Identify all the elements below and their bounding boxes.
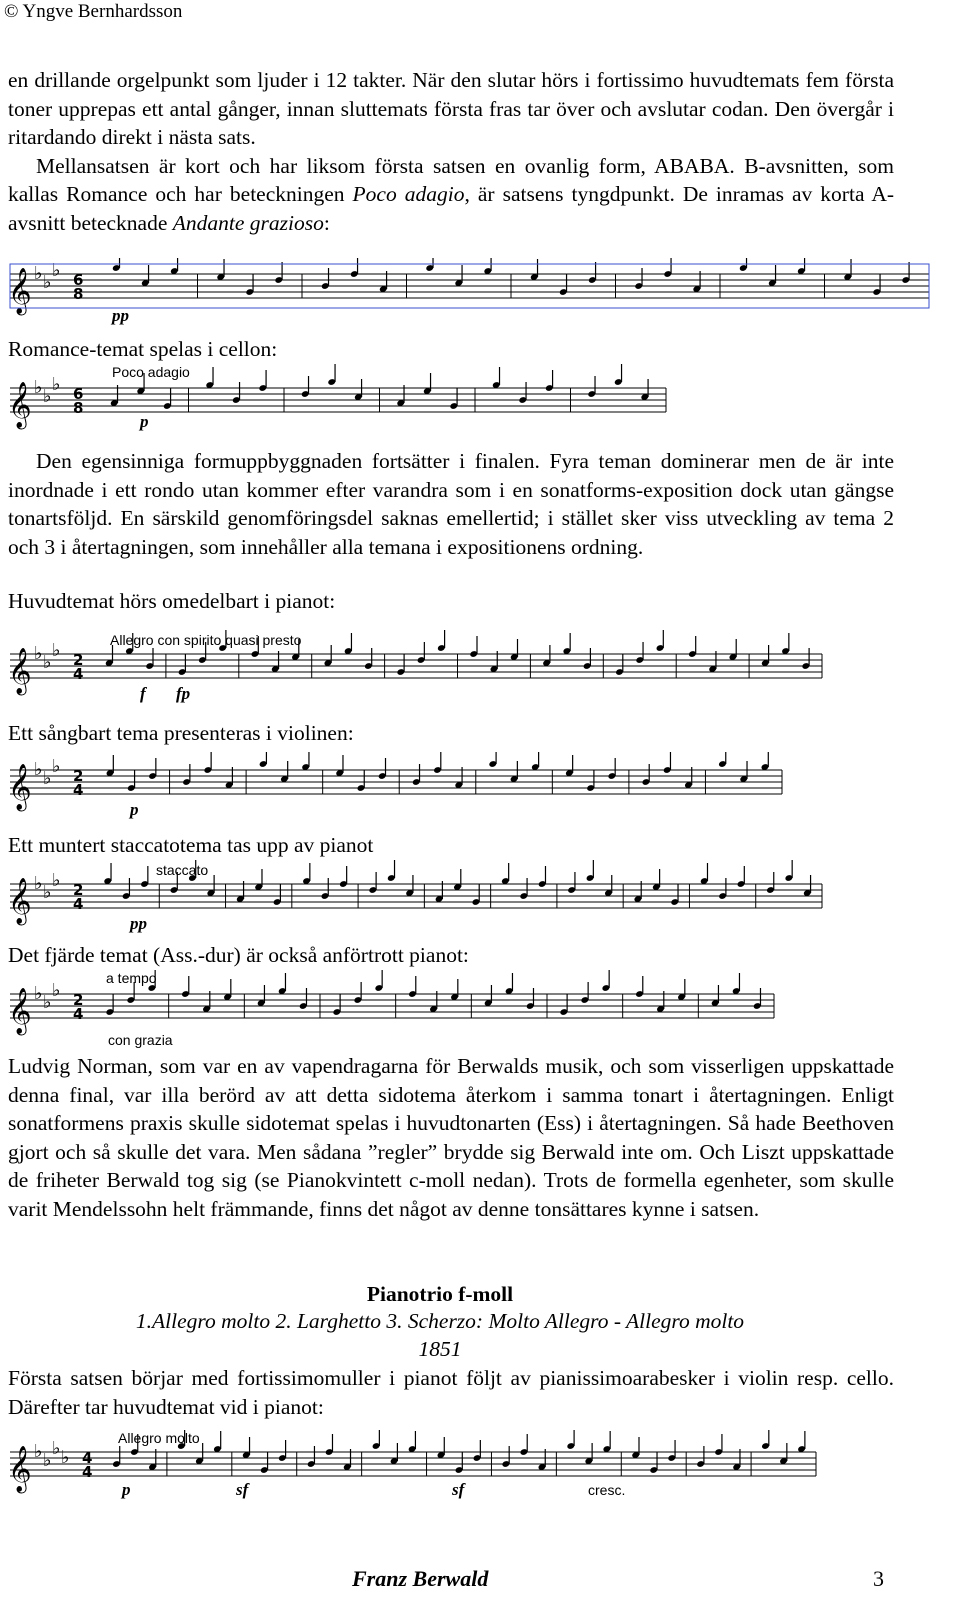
time-signature-top: 6	[73, 271, 84, 289]
time-signature-top: 2	[73, 767, 84, 785]
flat-icon: ♭	[43, 652, 52, 673]
caption-sangbart: Ett sångbart tema presenteras i violinen:	[8, 721, 354, 745]
flat-icon: ♭	[43, 272, 52, 293]
dynamic-marking: p	[130, 800, 139, 819]
time-signature-bottom: 4	[73, 1005, 84, 1023]
treble-clef-icon: 𝄞	[8, 268, 32, 314]
flat-icon: ♭	[52, 870, 61, 891]
treble-clef-icon: 𝄞	[8, 648, 32, 694]
treble-clef-icon: 𝄞	[8, 1446, 32, 1492]
paragraph-codan: en drillande orgelpunkt som ljuder i 12 takter. När den slutar hörs i fortissimo huvudtemats fem första toner upprepas ett antal gånger, innan sluttemats första fras tar över och avslutar codan. Den övergår i ritardando direkt i nästa sats.	[8, 68, 894, 150]
paragraph-finalen: Den egensinniga formuppbyggnaden fortsätter i finalen. Fyra teman dominerar men de är inte inordnade i ett rondo utan kommer efter varandra som i en sonatforms-exposition dock utan gängse tonartsföljd. En särskild genomföringsdel saknas emellertid; i stället sker viss utveckling av tema 2 och 3 i återtagningen, som innehåller alla temana i expositionens ordning.	[8, 449, 894, 559]
expression-marking: con grazia	[108, 1032, 173, 1048]
tempo-marking: Allegro con spirito quasi presto	[110, 632, 302, 648]
dynamic-marking: pp	[112, 306, 129, 325]
flat-icon: ♭	[34, 377, 43, 398]
caption-muntert: Ett muntert staccatotema tas upp av pianot	[8, 833, 374, 857]
treble-clef-icon: 𝄞	[8, 988, 32, 1034]
tempo-marking: staccato	[156, 862, 209, 878]
flat-icon: ♭	[52, 260, 61, 281]
footer-composer: Franz Berwald	[352, 1566, 489, 1591]
paragraph-trio: Första satsen börjar med fortissimomuller i pianot följt av pianissimoarabesker i violin resp. cello. Därefter tar huvudtemat vid i pianot:	[8, 1366, 894, 1419]
dynamic-marking: pp	[130, 914, 147, 933]
time-signature-bottom: 4	[73, 781, 84, 799]
time-signature-top: 4	[82, 1449, 93, 1467]
flat-icon: ♭	[34, 983, 43, 1004]
flat-icon: ♭	[61, 1447, 70, 1468]
time-signature-top: 2	[73, 651, 84, 669]
treble-clef-icon: 𝄞	[8, 764, 32, 810]
music-example-huvudtema	[4, 628, 834, 710]
time-signature-bottom: 8	[73, 399, 84, 417]
tempo-marking: Poco adagio	[112, 364, 190, 380]
section-heading: Pianotrio f-moll	[366, 1282, 514, 1306]
music-example-trio	[4, 1430, 834, 1502]
paragraph-norman: Ludvig Norman, som var en av vapendragarna för Berwalds musik, och som visserligen uppskattade denna final, var illa berörd av att detta sidotema återkom i samma tonart i återtagningen. Enligt sonatformens praxis skulle sidotemat spelas i huvudtonarten (Ess) i återtagningen. Så hade Beethoven gjort och så skulle det vara. Men sådana ”regler” brydde sig Berwald inte om. Och Liszt uppskattade de friheter Berwald tog sig (se Pianokvintett c-moll nedan). Trots de formella egenheter, som skulle varit Mendelssohn helt främmande, finns det något av denne tonsättares kynne i satsen.	[8, 1054, 894, 1221]
music-example-romance	[4, 362, 684, 440]
dynamic-marking: sf	[236, 1480, 249, 1499]
caption-romance: Romance-temat spelas i cellon:	[8, 337, 278, 361]
flat-icon: ♭	[52, 1438, 61, 1459]
caption-huvudtema: Huvudtemat hörs omedelbart i pianot:	[8, 589, 336, 613]
time-signature-bottom: 8	[73, 285, 84, 303]
time-signature-top: 2	[73, 881, 84, 899]
time-signature-bottom: 4	[73, 665, 84, 683]
composition-year: 1851	[418, 1337, 462, 1361]
time-signature-top: 2	[73, 991, 84, 1009]
paragraph-mellansats	[8, 152, 894, 238]
flat-icon: ♭	[52, 374, 61, 395]
page-number: 3	[873, 1566, 884, 1591]
movement-list: 1.Allegro molto 2. Larghetto 3. Scherzo: Molto Allegro - Allegro molto	[135, 1309, 745, 1333]
time-signature-bottom: 4	[73, 895, 84, 913]
tempo-term: Andante grazioso	[172, 210, 324, 235]
treble-clef-icon: 𝄞	[8, 878, 32, 924]
flat-icon: ♭	[52, 980, 61, 1001]
time-signature-top: 6	[73, 385, 84, 403]
staff-notation	[4, 362, 684, 440]
flat-icon: ♭	[43, 992, 52, 1013]
dynamic-marking: p	[140, 412, 149, 431]
flat-icon: ♭	[43, 768, 52, 789]
text-run: Mellansatsen är kort och har liksom första satsen en ovanlig form, ABABA. B-avsnitten, som kallas Romance och har beteckningen	[8, 153, 894, 207]
intro-text	[8, 66, 894, 238]
text-run: , är satsens tyngdpunkt. De inramas av korta A-avsnitt betecknade	[8, 182, 894, 235]
music-example-sangbart	[4, 752, 804, 822]
caption-fjarde: Det fjärde temat (Ass.-dur) är också anförtrott pianot:	[8, 943, 469, 967]
dynamic-marking: f	[140, 684, 146, 703]
flat-icon: ♭	[34, 1441, 43, 1462]
tempo-term: Poco adagio	[352, 182, 465, 207]
music-example-staccato	[4, 860, 844, 938]
staff-notation	[4, 258, 934, 330]
flat-icon: ♭	[34, 759, 43, 780]
tempo-marking: Allegro molto	[118, 1430, 200, 1446]
flat-icon: ♭	[43, 1450, 52, 1471]
finale-text	[8, 447, 894, 561]
expression-marking: cresc.	[588, 1482, 626, 1498]
flat-icon: ♭	[34, 873, 43, 894]
dynamic-marking: p	[122, 1480, 131, 1499]
flat-icon: ♭	[52, 640, 61, 661]
time-signature-bottom: 4	[82, 1463, 93, 1481]
norman-text	[8, 1052, 894, 1224]
trio-text	[8, 1364, 894, 1421]
music-example-fjarde	[4, 966, 794, 1052]
music-example-andante	[4, 258, 934, 330]
tempo-marking: a tempo	[106, 970, 157, 986]
flat-icon: ♭	[34, 643, 43, 664]
treble-clef-icon: 𝄞	[8, 382, 32, 428]
copyright-header: © Yngve Bernhardsson	[4, 1, 183, 22]
dynamic-marking: fp	[176, 684, 191, 703]
flat-icon: ♭	[43, 386, 52, 407]
staff-notation	[4, 752, 804, 822]
text-run: :	[323, 210, 330, 235]
flat-icon: ♭	[34, 263, 43, 284]
flat-icon: ♭	[43, 882, 52, 903]
flat-icon: ♭	[52, 756, 61, 777]
dynamic-marking: sf	[452, 1480, 465, 1499]
